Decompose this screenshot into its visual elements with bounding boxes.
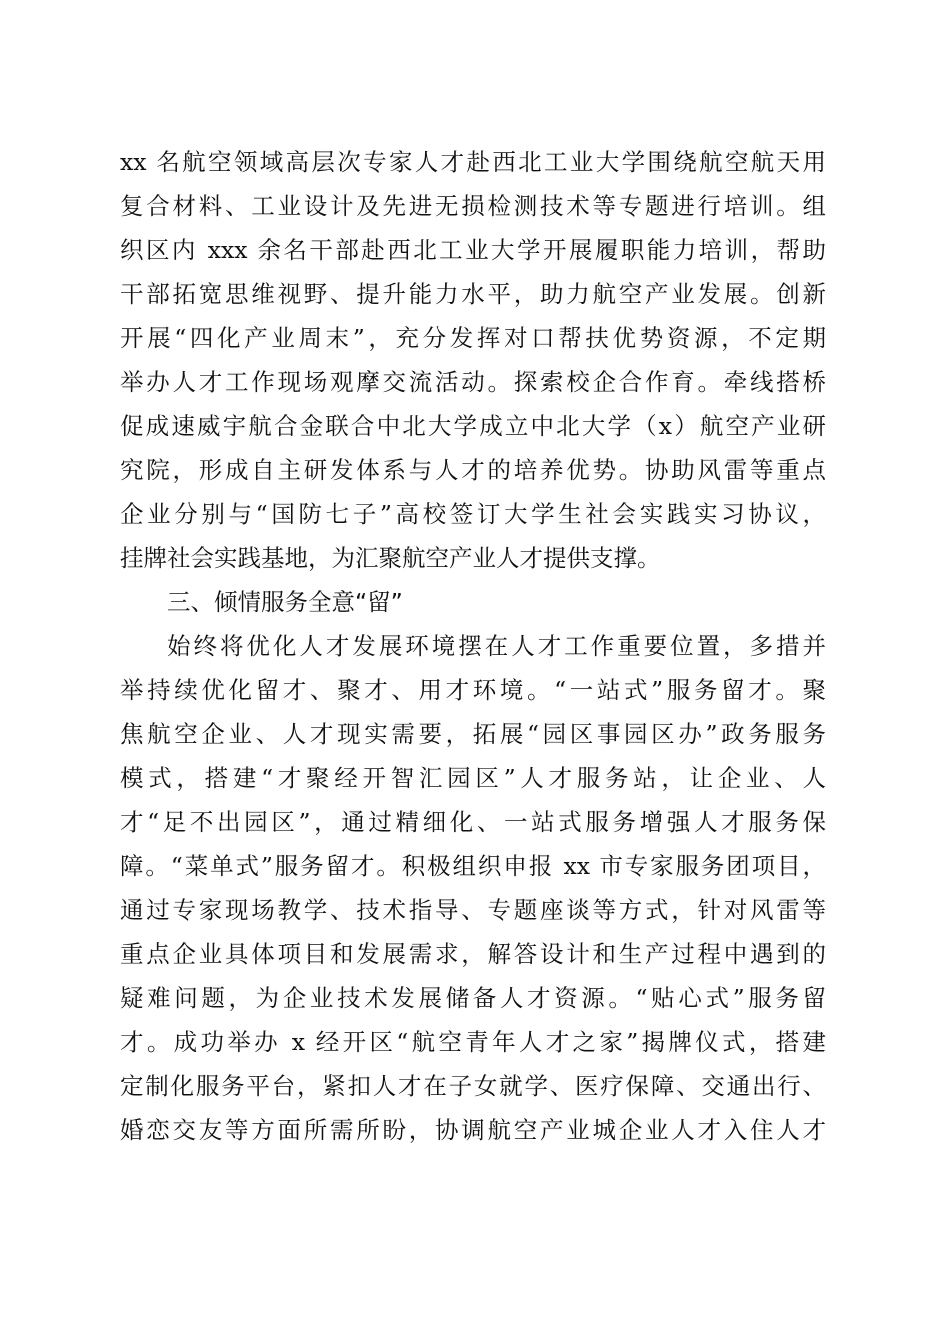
text-line: 举持续优化留才、聚才、用才环境。“一站式”服务留才。聚 [120,676,826,704]
paragraph-2 [120,624,826,1152]
text-line: 定制化服务平台，紧扣人才在子女就学、医疗保障、交通出行、 [120,1072,826,1100]
section-heading: 三、倾情服务全意“留” [167,588,403,616]
text-line: 重点企业具体项目和发展需求，解答设计和生产过程中遇到的 [120,940,826,968]
text-line: 织区内 xxx 余名干部赴西北工业大学开展履职能力培训，帮助 [120,236,826,264]
text-line: 究院，形成自主研发体系与人才的培养优势。协助风雷等重点 [120,456,826,484]
text-line: 挂牌社会实践基地，为汇聚航空产业人才提供支撑。 [120,544,661,572]
text-line: 焦航空企业、人才现实需要，拓展“园区事园区办”政务服务 [120,720,826,748]
text-line: 疑难问题，为企业技术发展储备人才资源。“贴心式”服务留 [120,984,826,1012]
text-line: 复合材料、工业设计及先进无损检测技术等专题进行培训。组 [120,192,826,220]
text-line: 企业分别与“国防七子”高校签订大学生社会实践实习协议， [120,500,826,528]
paragraph-1 [120,140,826,580]
text-line: 才“足不出园区”，通过精细化、一站式服务增强人才服务保 [120,808,826,836]
text-line: 通过专家现场教学、技术指导、专题座谈等方式，针对风雷等 [120,896,826,924]
text-line: xx 名航空领域高层次专家人才赴西北工业大学围绕航空航天用 [120,148,826,176]
text-line: 障。“菜单式”服务留才。积极组织申报 xx 市专家服务团项目， [120,852,826,880]
text-line: 模式，搭建“才聚经开智汇园区”人才服务站，让企业、人 [120,764,826,792]
text-line: 始终将优化人才发展环境摆在人才工作重要位置，多措并 [167,632,826,660]
text-line: 婚恋交友等方面所需所盼，协调航空产业城企业人才入住人才 [120,1116,826,1144]
text-line: 开展“四化产业周末”，充分发挥对口帮扶优势资源，不定期 [120,324,826,352]
document-body [120,140,826,1152]
text-line: 促成速威宇航合金联合中北大学成立中北大学（x）航空产业研 [120,412,826,440]
text-line: 才。成功举办 x 经开区“航空青年人才之家”揭牌仪式，搭建 [120,1028,826,1056]
text-line: 举办人才工作现场观摩交流活动。探索校企合作育。牵线搭桥 [120,368,826,396]
text-line: 干部拓宽思维视野、提升能力水平，助力航空产业发展。创新 [120,280,826,308]
